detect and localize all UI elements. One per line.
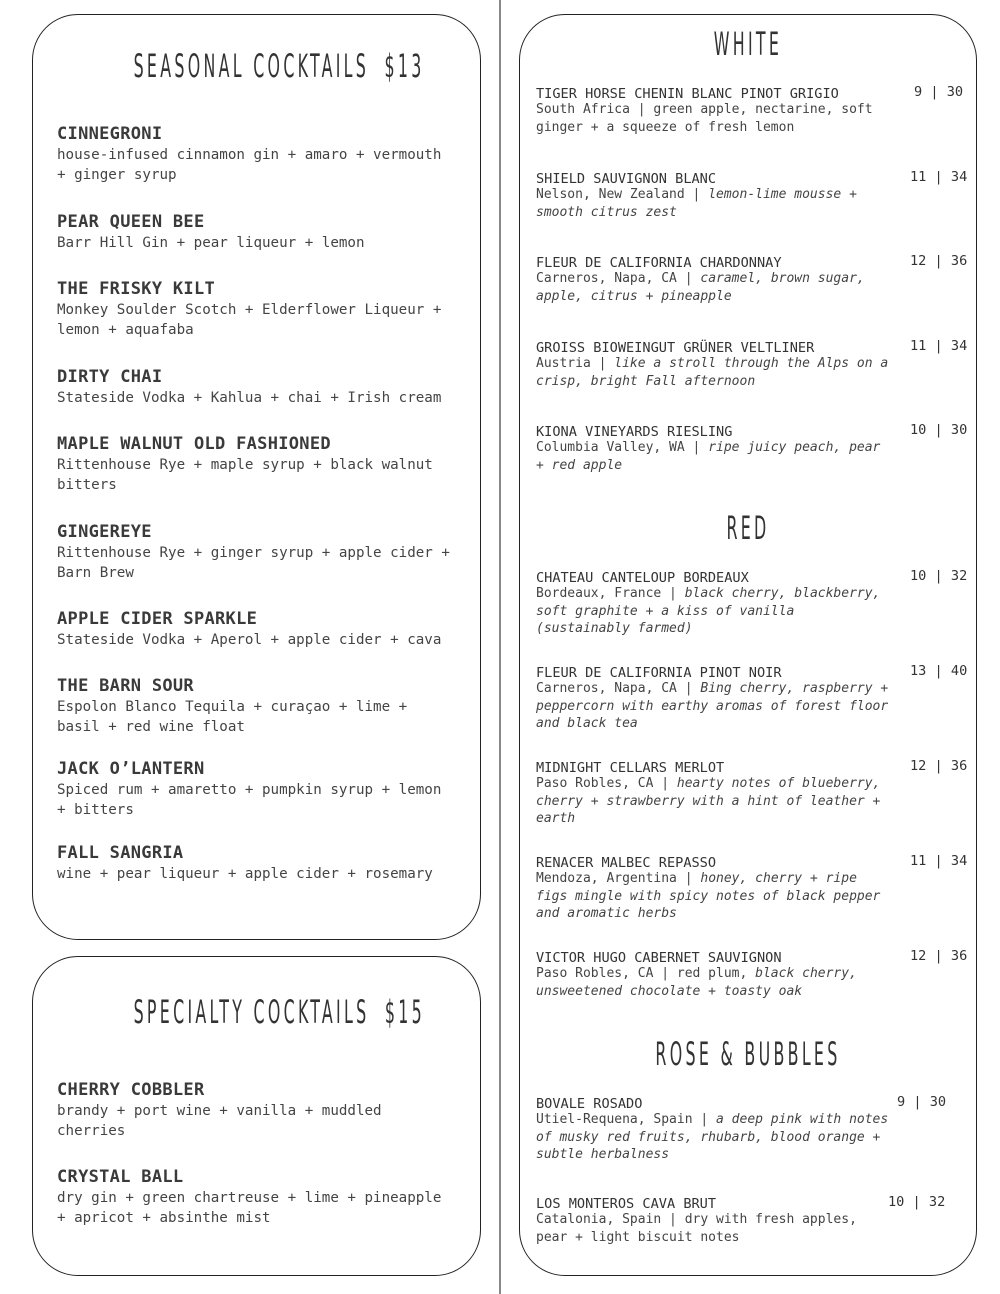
cocktail-desc: Monkey Soulder Scotch + Elderflower Liqueur + lemon + aquafaba (57, 302, 442, 338)
wine-price: 11 | 34 (910, 169, 968, 185)
wine-origin: Mendoza, Argentina | (536, 871, 701, 886)
wine-name: FLEUR DE CALIFORNIA CHARDONNAY (536, 255, 782, 271)
cocktail-name: GINGEREYE (57, 522, 152, 542)
cocktail-desc: Stateside Vodka + Aperol + apple cider + cava (57, 632, 442, 648)
wine-item (536, 567, 970, 638)
wine-price: 10 | 32 (888, 1194, 946, 1210)
cocktail-item (57, 211, 457, 253)
wine-notes: hearty notes of blueberry, cherry + strawberry with a hint of leather + earth (536, 776, 881, 826)
cocktail-item (57, 675, 457, 737)
wine-list-panel (519, 14, 977, 1276)
cocktail-name: CHERRY COBBLER (57, 1080, 205, 1100)
wine-desc (536, 1211, 896, 1246)
wine-name: FLEUR DE CALIFORNIA PINOT NOIR (536, 665, 782, 681)
wine-item (536, 662, 970, 733)
wine-notes: honey, cherry + ripe figs mingle with spicy notes of black pepper and aromatic herbs (536, 871, 881, 921)
cocktail-desc: Barr Hill Gin + pear liqueur + lemon (57, 235, 365, 251)
wine-notes: ripe juicy peach, pear + red apple (536, 440, 881, 473)
cocktail-name: THE BARN SOUR (57, 676, 194, 696)
wine-item (536, 421, 970, 474)
white-title: WHITE (713, 25, 783, 63)
cocktail-item (57, 278, 457, 340)
wine-name: VICTOR HUGO CABERNET SAUVIGNON (536, 950, 782, 966)
wine-desc (536, 775, 896, 828)
wine-name: RENACER MALBEC REPASSO (536, 855, 717, 871)
wine-origin: Columbia Valley, WA | (536, 440, 709, 455)
cocktail-name: DIRTY CHAI (57, 367, 163, 387)
cocktail-item (57, 1079, 457, 1141)
seasonal-title (133, 47, 425, 85)
wine-origin: Austria | (536, 356, 615, 371)
wine-price: 10 | 30 (910, 422, 968, 438)
cocktail-desc: Stateside Vodka + Kahlua + chai + Irish cream (57, 390, 442, 406)
cocktail-desc: Spiced rum + amaretto + pumpkin syrup + lemon + bitters (57, 782, 442, 818)
wine-origin: Bordeaux, France | (536, 586, 685, 601)
wine-item (536, 168, 970, 221)
wine-name: SHIELD SAUVIGNON BLANC (536, 171, 717, 187)
cocktail-name: CRYSTAL BALL (57, 1167, 184, 1187)
cocktail-name: CINNEGRONI (57, 124, 163, 144)
cocktail-name: PEAR QUEEN BEE (57, 212, 205, 232)
wine-notes: Bing cherry, raspberry + peppercorn with earthy aromas of forest floor and black tea (536, 681, 889, 731)
specialty-price: $15 (384, 993, 425, 1031)
wine-notes: a deep pink with notes of musky red fruits, rhubarb, blood orange + subtle herbalness (536, 1112, 889, 1162)
wine-desc (536, 870, 896, 923)
cocktail-name: FALL SANGRIA (57, 843, 184, 863)
wine-item (536, 947, 970, 1000)
cocktail-item (57, 123, 457, 185)
wine-price: 13 | 40 (910, 663, 968, 679)
seasonal-price: $13 (384, 47, 425, 85)
wine-item (536, 337, 970, 390)
wine-item (536, 83, 970, 136)
wine-origin: Catalonia, Spain | dry with fresh apples, pear + light biscuit notes (536, 1212, 857, 1245)
wine-name: KIONA VINEYARDS RIESLING (536, 424, 733, 440)
cocktail-desc: house-infused cinnamon gin + amaro + vermouth + ginger syrup (57, 147, 442, 183)
cocktail-desc: brandy + port wine + vanilla + muddled cherries (57, 1103, 382, 1139)
wine-price: 9 | 30 (897, 1094, 947, 1110)
wine-desc (536, 680, 896, 733)
cocktail-item (57, 433, 457, 495)
specialty-cocktails-panel (32, 956, 481, 1276)
wine-name: GROISS BIOWEINGUT GRÜNER VELTLINER (536, 340, 815, 356)
wine-desc (536, 355, 896, 390)
wine-origin: Carneros, Napa, CA | (536, 271, 701, 286)
cocktail-desc: dry gin + green chartreuse + lime + pineapple + apricot + absinthe mist (57, 1190, 442, 1226)
seasonal-title-text: SEASONAL COCKTAILS (133, 47, 370, 85)
wine-origin: Paso Robles, CA | red plum, (536, 966, 756, 981)
wine-price: 9 | 30 (914, 84, 964, 100)
wine-name: CHATEAU CANTELOUP BORDEAUX (536, 570, 749, 586)
wine-notes: caramel, brown sugar, apple, citrus + pineapple (536, 271, 865, 304)
cocktail-name: JACK O’LANTERN (57, 759, 205, 779)
wine-price: 11 | 34 (910, 853, 968, 869)
cocktail-item (57, 521, 457, 583)
wine-name: TIGER HORSE CHENIN BLANC PINOT GRIGIO (536, 86, 839, 102)
wine-origin: Paso Robles, CA | (536, 776, 677, 791)
specialty-title (133, 993, 425, 1031)
cocktail-desc: Espolon Blanco Tequila + curaçao + lime + basil + red wine float (57, 699, 408, 735)
cocktail-item (57, 608, 457, 650)
wine-name: BOVALE ROSADO (536, 1096, 643, 1112)
wine-notes: lemon-lime mousse + smooth citrus zest (536, 187, 857, 220)
wine-origin: Carneros, Napa, CA | (536, 681, 701, 696)
wine-desc (536, 439, 896, 474)
wine-desc (536, 101, 896, 136)
wine-item (536, 1193, 970, 1246)
cocktail-item (57, 1166, 457, 1228)
wine-desc (536, 186, 896, 221)
specialty-title-text: SPECIALTY COCKTAILS (133, 993, 370, 1031)
cocktail-desc: wine + pear liqueur + apple cider + rosemary (57, 866, 433, 882)
wine-item (536, 1093, 970, 1164)
wine-notes: like a stroll through the Alps on a crisp, bright Fall afternoon (536, 356, 889, 389)
wine-desc (536, 965, 896, 1000)
wine-notes: black cherry, unsweetened chocolate + toasty oak (536, 966, 857, 999)
wine-item (536, 852, 970, 923)
cocktail-name: MAPLE WALNUT OLD FASHIONED (57, 434, 331, 454)
cocktail-desc: Rittenhouse Rye + maple syrup + black walnut bitters (57, 457, 433, 493)
wine-price: 12 | 36 (910, 253, 968, 269)
red-title: RED (726, 509, 770, 547)
wine-name: MIDNIGHT CELLARS MERLOT (536, 760, 725, 776)
rose-title: ROSE & BUBBLES (655, 1035, 841, 1073)
cocktail-name: APPLE CIDER SPARKLE (57, 609, 258, 629)
cocktail-desc: Rittenhouse Rye + ginger syrup + apple cider + Barn Brew (57, 545, 450, 581)
cocktail-item (57, 758, 457, 820)
wine-price: 11 | 34 (910, 338, 968, 354)
wine-price: 12 | 36 (910, 948, 968, 964)
wine-origin: Utiel-Requena, Spain | (536, 1112, 717, 1127)
seasonal-cocktails-panel (32, 14, 481, 940)
wine-item (536, 757, 970, 828)
wine-name: LOS MONTEROS CAVA BRUT (536, 1196, 717, 1212)
center-divider (499, 0, 501, 1294)
wine-price: 10 | 32 (910, 568, 968, 584)
wine-origin: Nelson, New Zealand | (536, 187, 709, 202)
cocktail-item (57, 366, 457, 408)
wine-price: 12 | 36 (910, 758, 968, 774)
wine-desc (536, 585, 896, 638)
cocktail-item (57, 842, 457, 884)
wine-notes: black cherry, blackberry, soft graphite + a kiss of vanilla (sustainably farmed) (536, 586, 881, 636)
wine-origin: South Africa | green apple, nectarine, soft ginger + a squeeze of fresh lemon (536, 102, 873, 135)
wine-desc (536, 270, 896, 305)
wine-item (536, 252, 970, 305)
wine-desc (536, 1111, 896, 1164)
cocktail-name: THE FRISKY KILT (57, 279, 216, 299)
